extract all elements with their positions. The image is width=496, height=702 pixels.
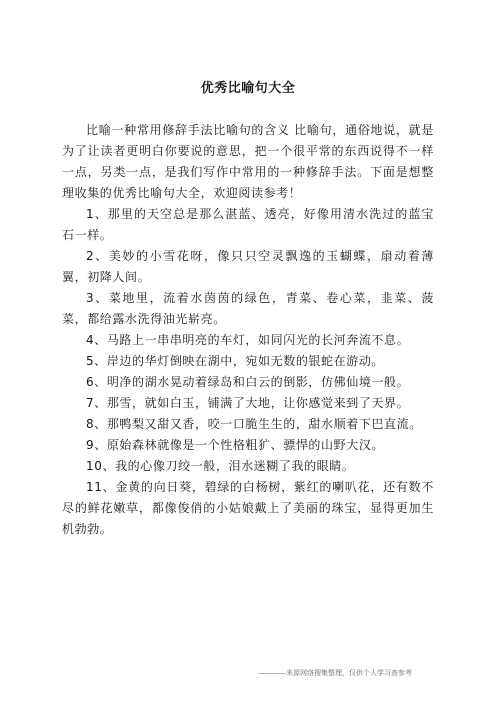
simile-item-6: 6、明净的湖水晃动着绿岛和白云的倒影，仿佛仙境一般。	[86, 375, 410, 389]
simile-item-5: 5、岸边的华灯倒映在湖中，宛如无数的银蛇在游动。	[86, 354, 385, 368]
simile-item-8: 8、那鸭梨又甜又香，咬一口脆生生的，甜水顺着下巴直流。	[86, 417, 422, 431]
simile-item-10: 10、我的心像刀绞一般，泪水迷糊了我的眼睛。	[86, 459, 355, 473]
intro-paragraph: 比喻一种常用修辞手法比喻句的含义 比喻句，通俗地说，就是为了让读者更明白你要说的意思，把一个很平常的东西说得不一样一点，另类一点，是我们写作中常用的一种修辞手法。下面是想整理收集的优秀比喻句大全，欢迎阅读参考！	[62, 123, 434, 200]
simile-item-7: 7、那雪，就如白玉，铺满了大地，让你感觉来到了天界。	[86, 396, 410, 410]
simile-item-3: 3、菜地里，流着水茵茵的绿色，青菜、卷心菜，韭菜、菠菜，都给露水洗得油光崭亮。	[62, 291, 434, 326]
simile-item-11: 11、金黄的向日葵，碧绿的白杨树，紫红的喇叭花，还有数不尽的鲜花嫩草，都像俊俏的小姑娘戴上了美丽的珠宝，显得更加生机勃勃。	[62, 480, 434, 536]
simile-item-1: 1、那里的天空总是那么湛蓝、透亮，好像用清水洗过的蓝宝石一样。	[62, 207, 434, 242]
document-body	[62, 120, 434, 540]
source-footer: ————来源网络搜集整理，仅供个人学习查参考	[258, 669, 412, 677]
document-title: 优秀比喻句大全	[200, 81, 296, 96]
simile-item-9: 9、原始森林就像是一个性格粗犷、骠悍的山野大汉。	[86, 438, 385, 452]
simile-item-4: 4、马路上一串串明亮的车灯，如同闪光的长河奔流不息。	[86, 333, 410, 347]
simile-item-2: 2、美妙的小雪花呀，像只只空灵飘逸的玉蝴蝶，扇动着薄翼，初降人间。	[62, 249, 434, 284]
